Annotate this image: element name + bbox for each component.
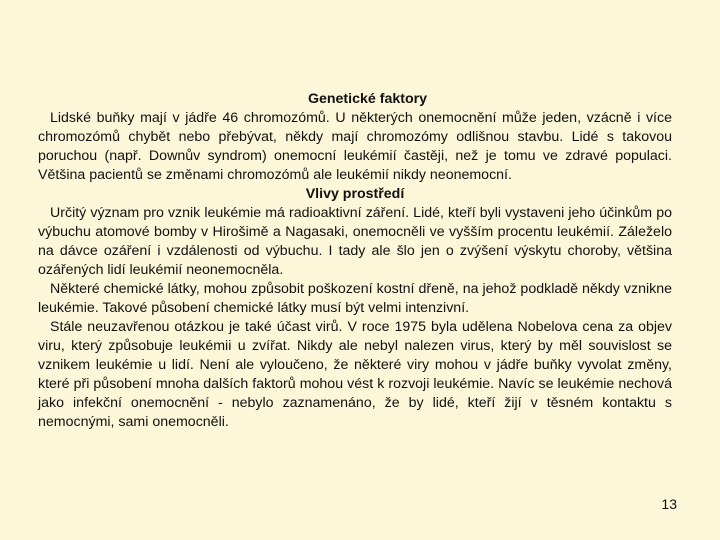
paragraph-viruses: Stále neuzavřenou otázkou je také účast virů. V roce 1975 byla udělena Nobelova cena za objev viru, který způsobuje leukémii u zvířat. Nikdy ale nebyl nalezen virus, který by měl souvislost se vznikem leukémie u lidí. Není ale vyloučeno, že některé viry mohou v jádře buňky vyvolat změny, které při působení mnoha dalších faktorů mohou vést k rozvoji leukémie. Navíc se leukémie nechová jako infekční onemocnění - nebylo zaznamenáno, že by lidé, kteří žijí v těsném kontaktu s nemocnými, sami onemocněli. [38,319,672,430]
paragraph-chemicals: Některé chemické látky, mohou způsobit poškození kostní dřeně, na jehož podkladě někdy vznikne leukémie. Takové působení chemické látky musí být velmi intenzivní. [38,281,672,316]
heading-environmental-influences: Vlivy prostředí [305,186,405,202]
paragraph-radiation: Určitý význam pro vznik leukémie má radioaktivní záření. Lidé, kteří byli vystaveni jeho účinkům po výbuchu atomové bomby v Hirošimě a Nagasaki, onemocněli ve vyšším procentu leukémií. Záleželo na dávce ozáření i vzdálenosti od výbuchu. I tady ale šlo jen o zvýšení výskytu choroby, většina ozářených lidí leukémií neonemocněla. [38,205,672,278]
page-number: 13 [661,496,677,512]
paragraph-chromosomes: Lidské buňky mají v jádře 46 chromozómů. U některých onemocnění může jeden, vzácně i více chromozómů chybět nebo přebývat, někdy mají chromozómy odlišnou stavbu. Lidé s takovou poruchou (např. Downův syndrom) onemocní leukémií častěji, než je tomu ve zdravé populaci. Většina pacientů se změnami chromozómů ale leukémií nikdy neonemocní. [38,110,672,183]
text-content [38,90,672,432]
heading-genetic-factors: Genetické faktory [307,91,428,107]
